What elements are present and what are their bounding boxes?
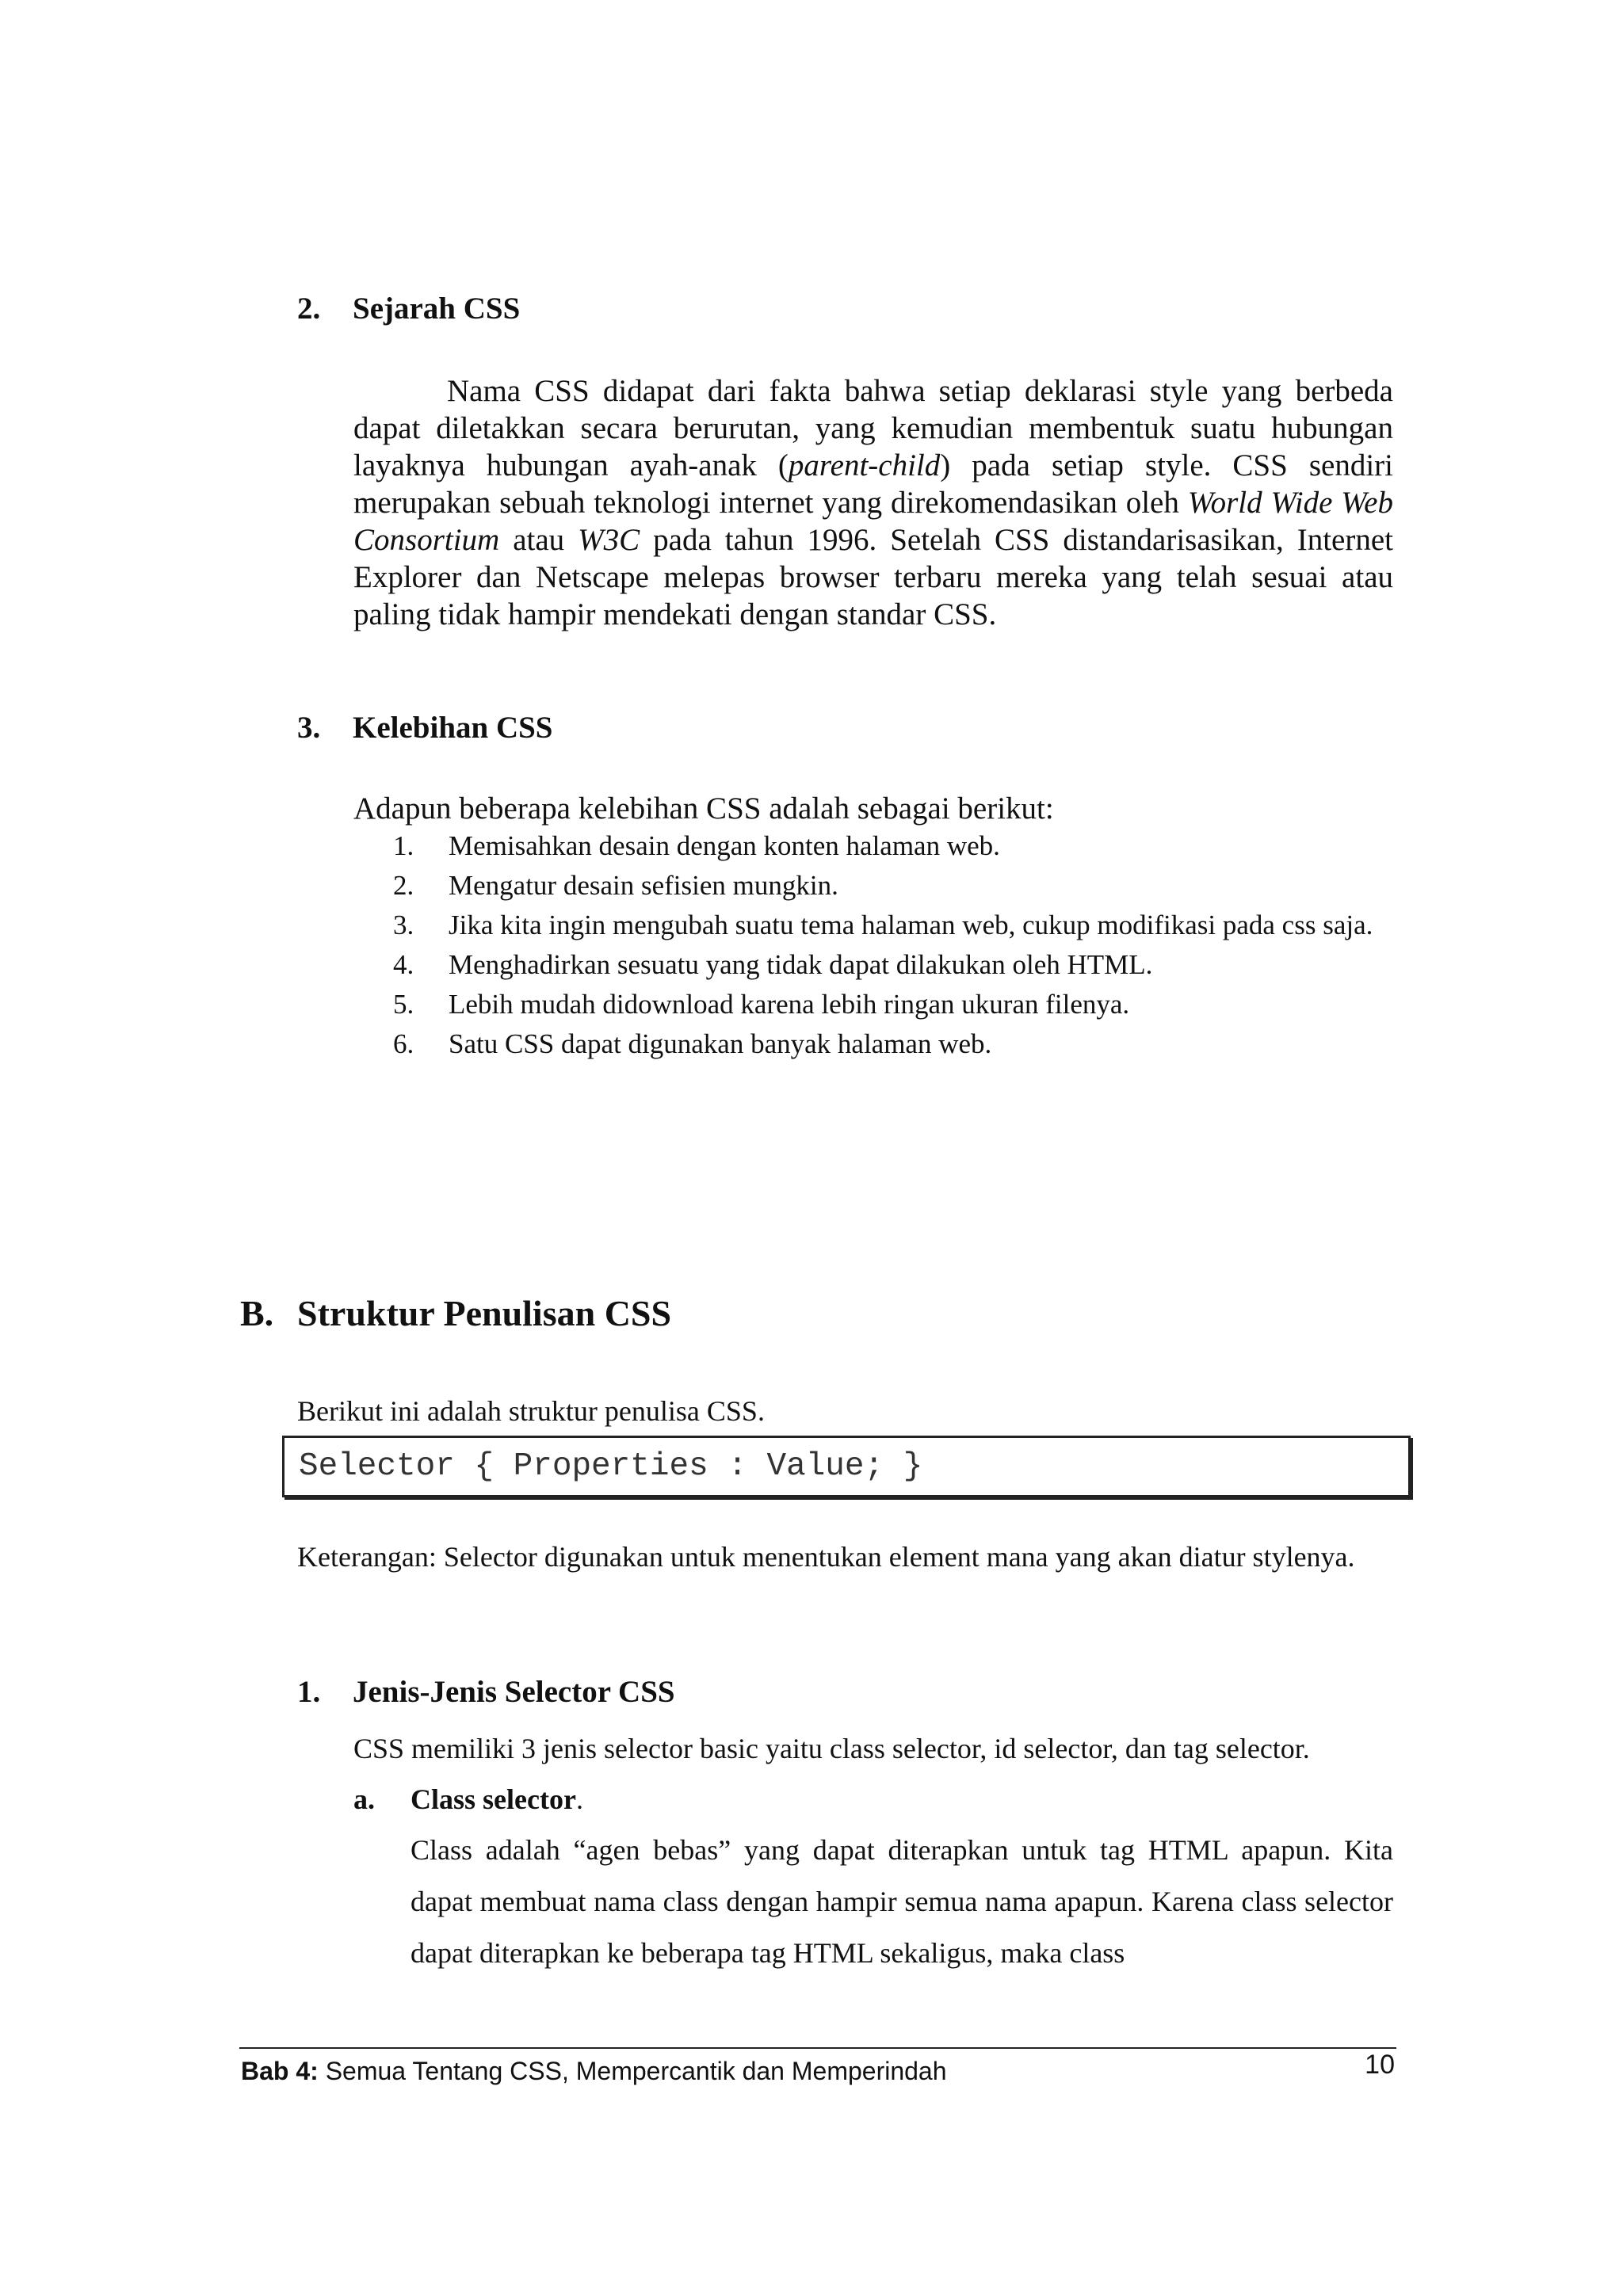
section-number: 2. bbox=[297, 292, 321, 326]
section-title: Struktur Penulisan CSS bbox=[297, 1293, 672, 1333]
section-title: Kelebihan CSS bbox=[353, 711, 553, 745]
footer-chapter bbox=[241, 2055, 1271, 2087]
list-item-text: Lebih mudah didownload karena lebih ringan ukuran filenya. bbox=[449, 989, 1130, 1020]
kelebihan-intro: Adapun beberapa kelebihan CSS adalah sebagai berikut: bbox=[353, 791, 1054, 826]
paragraph-text: atau bbox=[499, 523, 579, 557]
list-item-number: 5. bbox=[393, 989, 414, 1020]
section-b-heading bbox=[240, 1291, 1350, 1339]
paragraph-text: ) pada setiap style. CSS sendiri merupakan sebuah teknologi internet yang direkomendasikan oleh bbox=[353, 448, 1393, 520]
struktur-intro: Berikut ini adalah struktur penulisa CSS. bbox=[297, 1395, 765, 1427]
subsection-1-heading bbox=[297, 1673, 1407, 1713]
list-item-text: Jika kita ingin mengubah suatu tema halaman web, cukup modifikasi pada css saja. bbox=[449, 910, 1373, 940]
css-syntax-box bbox=[282, 1436, 1411, 1497]
paragraph-text: pada tahun 1996. Setelah CSS distandarisasikan, Internet Explorer dan Netscape melepas browser terbaru mereka yang telah sesuai atau paling tidak hampir mendekati dengan standar CSS. bbox=[353, 523, 1393, 631]
list-item-number: 4. bbox=[393, 949, 414, 980]
list-item-number: 1. bbox=[393, 830, 414, 861]
list-item-number: 3. bbox=[393, 910, 414, 940]
paragraph-text: Nama CSS didapat dari fakta bahwa setiap deklarasi style yang berbeda dapat diletakkan secara berurutan, yang kemudian membentuk suatu hubungan layaknya hubungan ayah-anak ( bbox=[353, 374, 1393, 482]
item-title: Class selector bbox=[411, 1783, 576, 1815]
class-selector-body: Class adalah “agen bebas” yang dapat diterapkan untuk tag HTML apapun. Kita dapat membuat nama class dengan hampir semua nama apapun. Karena class selector dapat diterapkan ke beberapa tag HTML sekaligus, maka class bbox=[411, 1834, 1393, 1969]
list-item-number: 6. bbox=[393, 1028, 414, 1059]
list-item bbox=[393, 906, 1393, 945]
footer-chapter-title: Semua Tentang CSS, Mempercantik dan Memperindah bbox=[318, 2057, 947, 2085]
css-syntax-code: Selector { Properties : Value; } bbox=[299, 1448, 923, 1485]
section-letter: B. bbox=[240, 1293, 274, 1333]
list-item-text: Menghadirkan sesuatu yang tidak dapat dilakukan oleh HTML. bbox=[449, 949, 1153, 980]
page-number: 10 bbox=[1365, 2050, 1395, 2080]
list-item bbox=[393, 945, 1393, 985]
kelebihan-list bbox=[393, 826, 1393, 1064]
paragraph-italic: parent-child bbox=[788, 448, 941, 482]
keterangan-paragraph: Keterangan: Selector digunakan untuk menentukan element mana yang akan diatur stylenya. bbox=[297, 1541, 1355, 1573]
footer-chapter-label: Bab 4: bbox=[241, 2057, 319, 2085]
list-item bbox=[393, 866, 1393, 906]
list-item bbox=[393, 826, 1393, 866]
list-item-number: 2. bbox=[393, 870, 414, 901]
list-item-text: Satu CSS dapat digunakan banyak halaman web. bbox=[449, 1028, 992, 1059]
list-item-text: Memisahkan desain dengan konten halaman web. bbox=[449, 830, 1000, 861]
section-3-heading bbox=[297, 709, 1407, 749]
section-2-heading bbox=[297, 290, 1407, 330]
section-number: 1. bbox=[297, 1675, 321, 1709]
footer-rule bbox=[239, 2047, 1396, 2049]
paragraph-italic: W3C bbox=[578, 523, 640, 557]
section-number: 3. bbox=[297, 711, 321, 745]
item-letter: a. bbox=[353, 1783, 375, 1815]
list-item-text: Mengatur desain sefisien mungkin. bbox=[449, 870, 838, 901]
item-period: . bbox=[575, 1783, 583, 1815]
section-title: Sejarah CSS bbox=[353, 292, 521, 326]
paragraph-italic: World Wide Web Consortium bbox=[353, 486, 1393, 557]
section-title: Jenis-Jenis Selector CSS bbox=[353, 1675, 675, 1709]
list-item bbox=[393, 985, 1393, 1024]
sejarah-paragraph bbox=[353, 372, 1393, 633]
list-item bbox=[393, 1024, 1393, 1064]
selector-intro: CSS memiliki 3 jenis selector basic yaitu class selector, id selector, dan tag selector. bbox=[353, 1733, 1310, 1764]
